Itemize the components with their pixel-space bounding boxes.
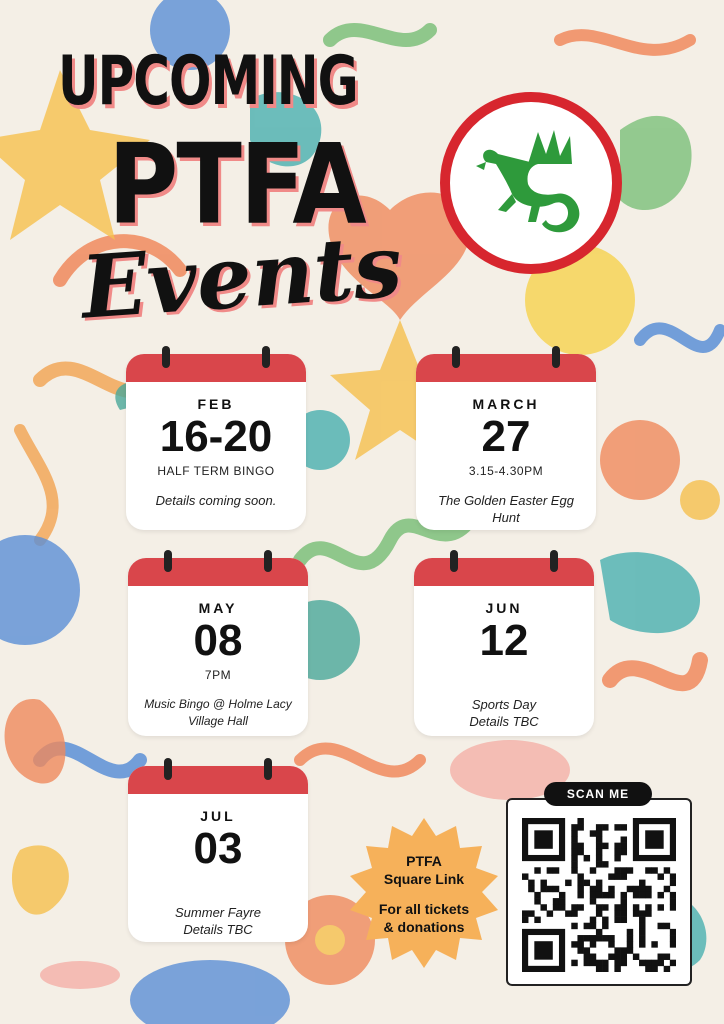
calendar-ring [164, 550, 172, 572]
event-day: 08 [193, 616, 243, 665]
event-month: MARCH [472, 396, 540, 412]
calendar-header [128, 766, 308, 794]
square-line2: Square Link [383, 871, 465, 887]
event-card-jun [414, 558, 594, 736]
calendar-header [416, 354, 596, 382]
calendar-header [126, 354, 306, 382]
event-description: Summer Fayre Details TBC [175, 905, 261, 937]
event-day: 27 [481, 412, 531, 461]
calendar-ring [552, 346, 560, 368]
event-description: Music Bingo @ Holme Lacy Village Hall [144, 697, 292, 728]
qr-code-icon [522, 818, 676, 972]
event-month: FEB [197, 396, 235, 412]
event-card-may [128, 558, 308, 736]
event-subtitle: 7PM [204, 668, 232, 682]
square-line1: PTFA [406, 853, 442, 869]
school-logo [440, 92, 622, 274]
calendar-ring [264, 550, 272, 572]
square-line3: For all tickets [378, 901, 470, 917]
qr-code-panel[interactable] [506, 798, 692, 986]
calendar-ring [164, 758, 172, 780]
square-link-text[interactable] [360, 852, 488, 936]
calendar-ring [452, 346, 460, 368]
calendar-ring [262, 346, 270, 368]
calendar-ring [550, 550, 558, 572]
event-subtitle: HALF TERM BINGO [157, 464, 275, 478]
event-month: MAY [198, 600, 238, 616]
calendar-ring [162, 346, 170, 368]
calendar-ring [450, 550, 458, 572]
event-subtitle: 3.15-4.30PM [468, 464, 544, 478]
event-card-feb [126, 354, 306, 530]
event-day: 12 [479, 616, 529, 665]
square-line4: & donations [383, 919, 465, 935]
event-description: Details coming soon. [155, 493, 277, 508]
title-ptfa: PTFA [108, 120, 365, 249]
title-events: Events [78, 215, 406, 339]
calendar-header [128, 558, 308, 586]
event-description: The Golden Easter Egg Hunt [438, 493, 574, 525]
calendar-ring [264, 758, 272, 780]
title-upcoming: UPCOMING [58, 42, 358, 121]
calendar-header [414, 558, 594, 586]
event-month: JUL [200, 808, 236, 824]
event-description: Sports Day Details TBC [469, 697, 539, 729]
event-card-jul [128, 766, 308, 942]
event-card-march [416, 354, 596, 530]
event-month: JUN [485, 600, 523, 616]
scan-me-label: SCAN ME [544, 782, 652, 806]
event-day: 03 [193, 824, 243, 873]
welsh-dragon-icon [468, 124, 594, 244]
event-day: 16-20 [159, 412, 273, 461]
